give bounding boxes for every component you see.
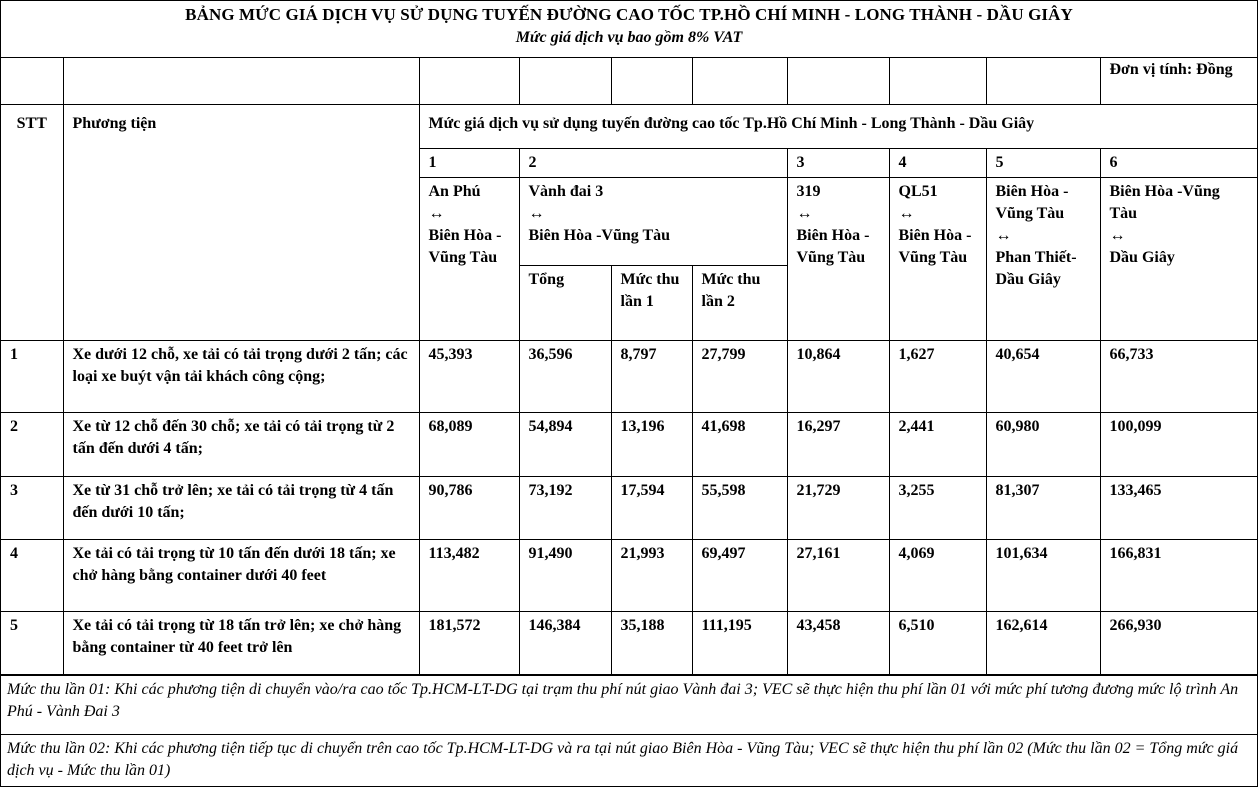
row-vehicle: Xe từ 31 chỗ trở lên; xe tải có tải trọng từ 4 tấn đến dưới 10 tấn; (63, 476, 419, 539)
row-value: 10,864 (787, 340, 889, 412)
row-value: 101,634 (986, 539, 1100, 611)
header-empty-cell (611, 57, 692, 104)
row-value: 45,393 (419, 340, 519, 412)
row-value: 66,733 (1100, 340, 1257, 412)
row-value: 21,729 (787, 476, 889, 539)
header-empty-cell (692, 57, 787, 104)
row-value: 68,089 (419, 412, 519, 476)
row-stt: 4 (1, 539, 63, 611)
column-number: 2 (519, 148, 787, 177)
row-vehicle: Xe tải có tải trọng từ 18 tấn trở lên; xe chở hàng bằng container từ 40 feet trở lên (63, 611, 419, 675)
row-value: 73,192 (519, 476, 611, 539)
column-number: 5 (986, 148, 1100, 177)
row-value: 166,831 (1100, 539, 1257, 611)
row-value: 21,993 (611, 539, 692, 611)
row-value: 266,930 (1100, 611, 1257, 675)
column-number: 4 (889, 148, 986, 177)
row-value: 181,572 (419, 611, 519, 675)
header-empty-cell (787, 57, 889, 104)
route-header-319: 319 ↔ Biên Hòa -Vũng Tàu (787, 177, 889, 340)
header-stt: STT (1, 104, 63, 340)
footnote-first-charge: Mức thu lần 01: Khi các phương tiện di chuyển vào/ra cao tốc Tp.HCM-LT-DG tại trạm thu phí nút giao Vành đai 3; VEC sẽ thực hiện thu phí lần 01 với mức phí tương đương mức lộ trình An Phú - Vành Đai 3 (1, 674, 1257, 737)
row-value: 16,297 (787, 412, 889, 476)
row-value: 113,482 (419, 539, 519, 611)
footnote-second-charge: Mức thu lần 02: Khi các phương tiện tiếp tục di chuyển trên cao tốc Tp.HCM-LT-DG và ra tại nút giao Biên Hòa - Vũng Tàu; VEC sẽ thực hiện thu phí lần 02 (Mức thu lần 02 = Tổng mức giá dịch vụ - Mức thu lần 01) (1, 734, 1257, 788)
row-value: 3,255 (889, 476, 986, 539)
row-value: 133,465 (1100, 476, 1257, 539)
row-value: 40,654 (986, 340, 1100, 412)
row-value: 91,490 (519, 539, 611, 611)
row-value: 1,627 (889, 340, 986, 412)
route-header-vanh-dai-3: Vành đai 3 ↔ Biên Hòa -Vũng Tàu (519, 177, 787, 265)
row-value: 162,614 (986, 611, 1100, 675)
row-value: 6,510 (889, 611, 986, 675)
header-empty-cell (519, 57, 611, 104)
row-value: 90,786 (419, 476, 519, 539)
row-vehicle: Xe từ 12 chỗ đến 30 chỗ; xe tải có tải trọng từ 2 tấn đến dưới 4 tấn; (63, 412, 419, 476)
row-value: 54,894 (519, 412, 611, 476)
column-number: 1 (419, 148, 519, 177)
toll-price-table (1, 57, 1257, 676)
row-value: 8,797 (611, 340, 692, 412)
row-value: 69,497 (692, 539, 787, 611)
table-row (1, 611, 1257, 675)
route-header-an-phu: An Phú ↔ Biên Hòa -Vũng Tàu (419, 177, 519, 340)
column-number: 6 (1100, 148, 1257, 177)
row-value: 43,458 (787, 611, 889, 675)
document-title: BẢNG MỨC GIÁ DỊCH VỤ SỬ DỤNG TUYẾN ĐƯỜNG CAO TỐC TP.HỒ CHÍ MINH - LONG THÀNH - DẦU GIÂY (185, 5, 1073, 24)
row-stt: 5 (1, 611, 63, 675)
route-header-bien-hoa-dau-giay: Biên Hòa -Vũng Tàu ↔ Dầu Giây (1100, 177, 1257, 340)
header-empty-cell (419, 57, 519, 104)
header-empty-cell (889, 57, 986, 104)
row-value: 4,069 (889, 539, 986, 611)
title-block (1, 1, 1257, 58)
row-stt: 2 (1, 412, 63, 476)
header-empty-cell (63, 57, 419, 104)
row-vehicle: Xe tải có tải trọng từ 10 tấn đến dưới 18 tấn; xe chở hàng bằng container dưới 40 feet (63, 539, 419, 611)
header-empty-cell (986, 57, 1100, 104)
row-value: 100,099 (1100, 412, 1257, 476)
row-value: 60,980 (986, 412, 1100, 476)
route-header-bien-hoa-phan-thiet: Biên Hòa - Vũng Tàu ↔ Phan Thiết-Dầu Giây (986, 177, 1100, 340)
row-vehicle: Xe dưới 12 chỗ, xe tải có tải trọng dưới 2 tấn; các loại xe buýt vận tải khách công cộng; (63, 340, 419, 412)
sub-header-total: Tổng (519, 265, 611, 340)
header-empty-cell (1, 57, 63, 104)
table-row (1, 539, 1257, 611)
unit-label: Đơn vị tính: Đồng (1100, 57, 1257, 104)
row-value: 81,307 (986, 476, 1100, 539)
row-value: 55,598 (692, 476, 787, 539)
header-vehicle: Phương tiện (63, 104, 419, 340)
row-stt: 3 (1, 476, 63, 539)
row-value: 35,188 (611, 611, 692, 675)
row-value: 2,441 (889, 412, 986, 476)
row-value: 27,161 (787, 539, 889, 611)
row-value: 17,594 (611, 476, 692, 539)
header-price-group: Mức giá dịch vụ sử dụng tuyến đường cao tốc Tp.Hồ Chí Minh - Long Thành - Dầu Giây (419, 104, 1257, 148)
row-value: 27,799 (692, 340, 787, 412)
table-row (1, 340, 1257, 412)
table-row (1, 476, 1257, 539)
row-value: 13,196 (611, 412, 692, 476)
table-row (1, 412, 1257, 476)
sub-header-second-charge: Mức thu lần 2 (692, 265, 787, 340)
route-header-ql51: QL51 ↔ Biên Hòa -Vũng Tàu (889, 177, 986, 340)
row-value: 36,596 (519, 340, 611, 412)
row-stt: 1 (1, 340, 63, 412)
row-value: 41,698 (692, 412, 787, 476)
column-number: 3 (787, 148, 889, 177)
document-subtitle: Mức giá dịch vụ bao gồm 8% VAT (515, 29, 743, 46)
sub-header-first-charge: Mức thu lần 1 (611, 265, 692, 340)
row-value: 146,384 (519, 611, 611, 675)
row-value: 111,195 (692, 611, 787, 675)
